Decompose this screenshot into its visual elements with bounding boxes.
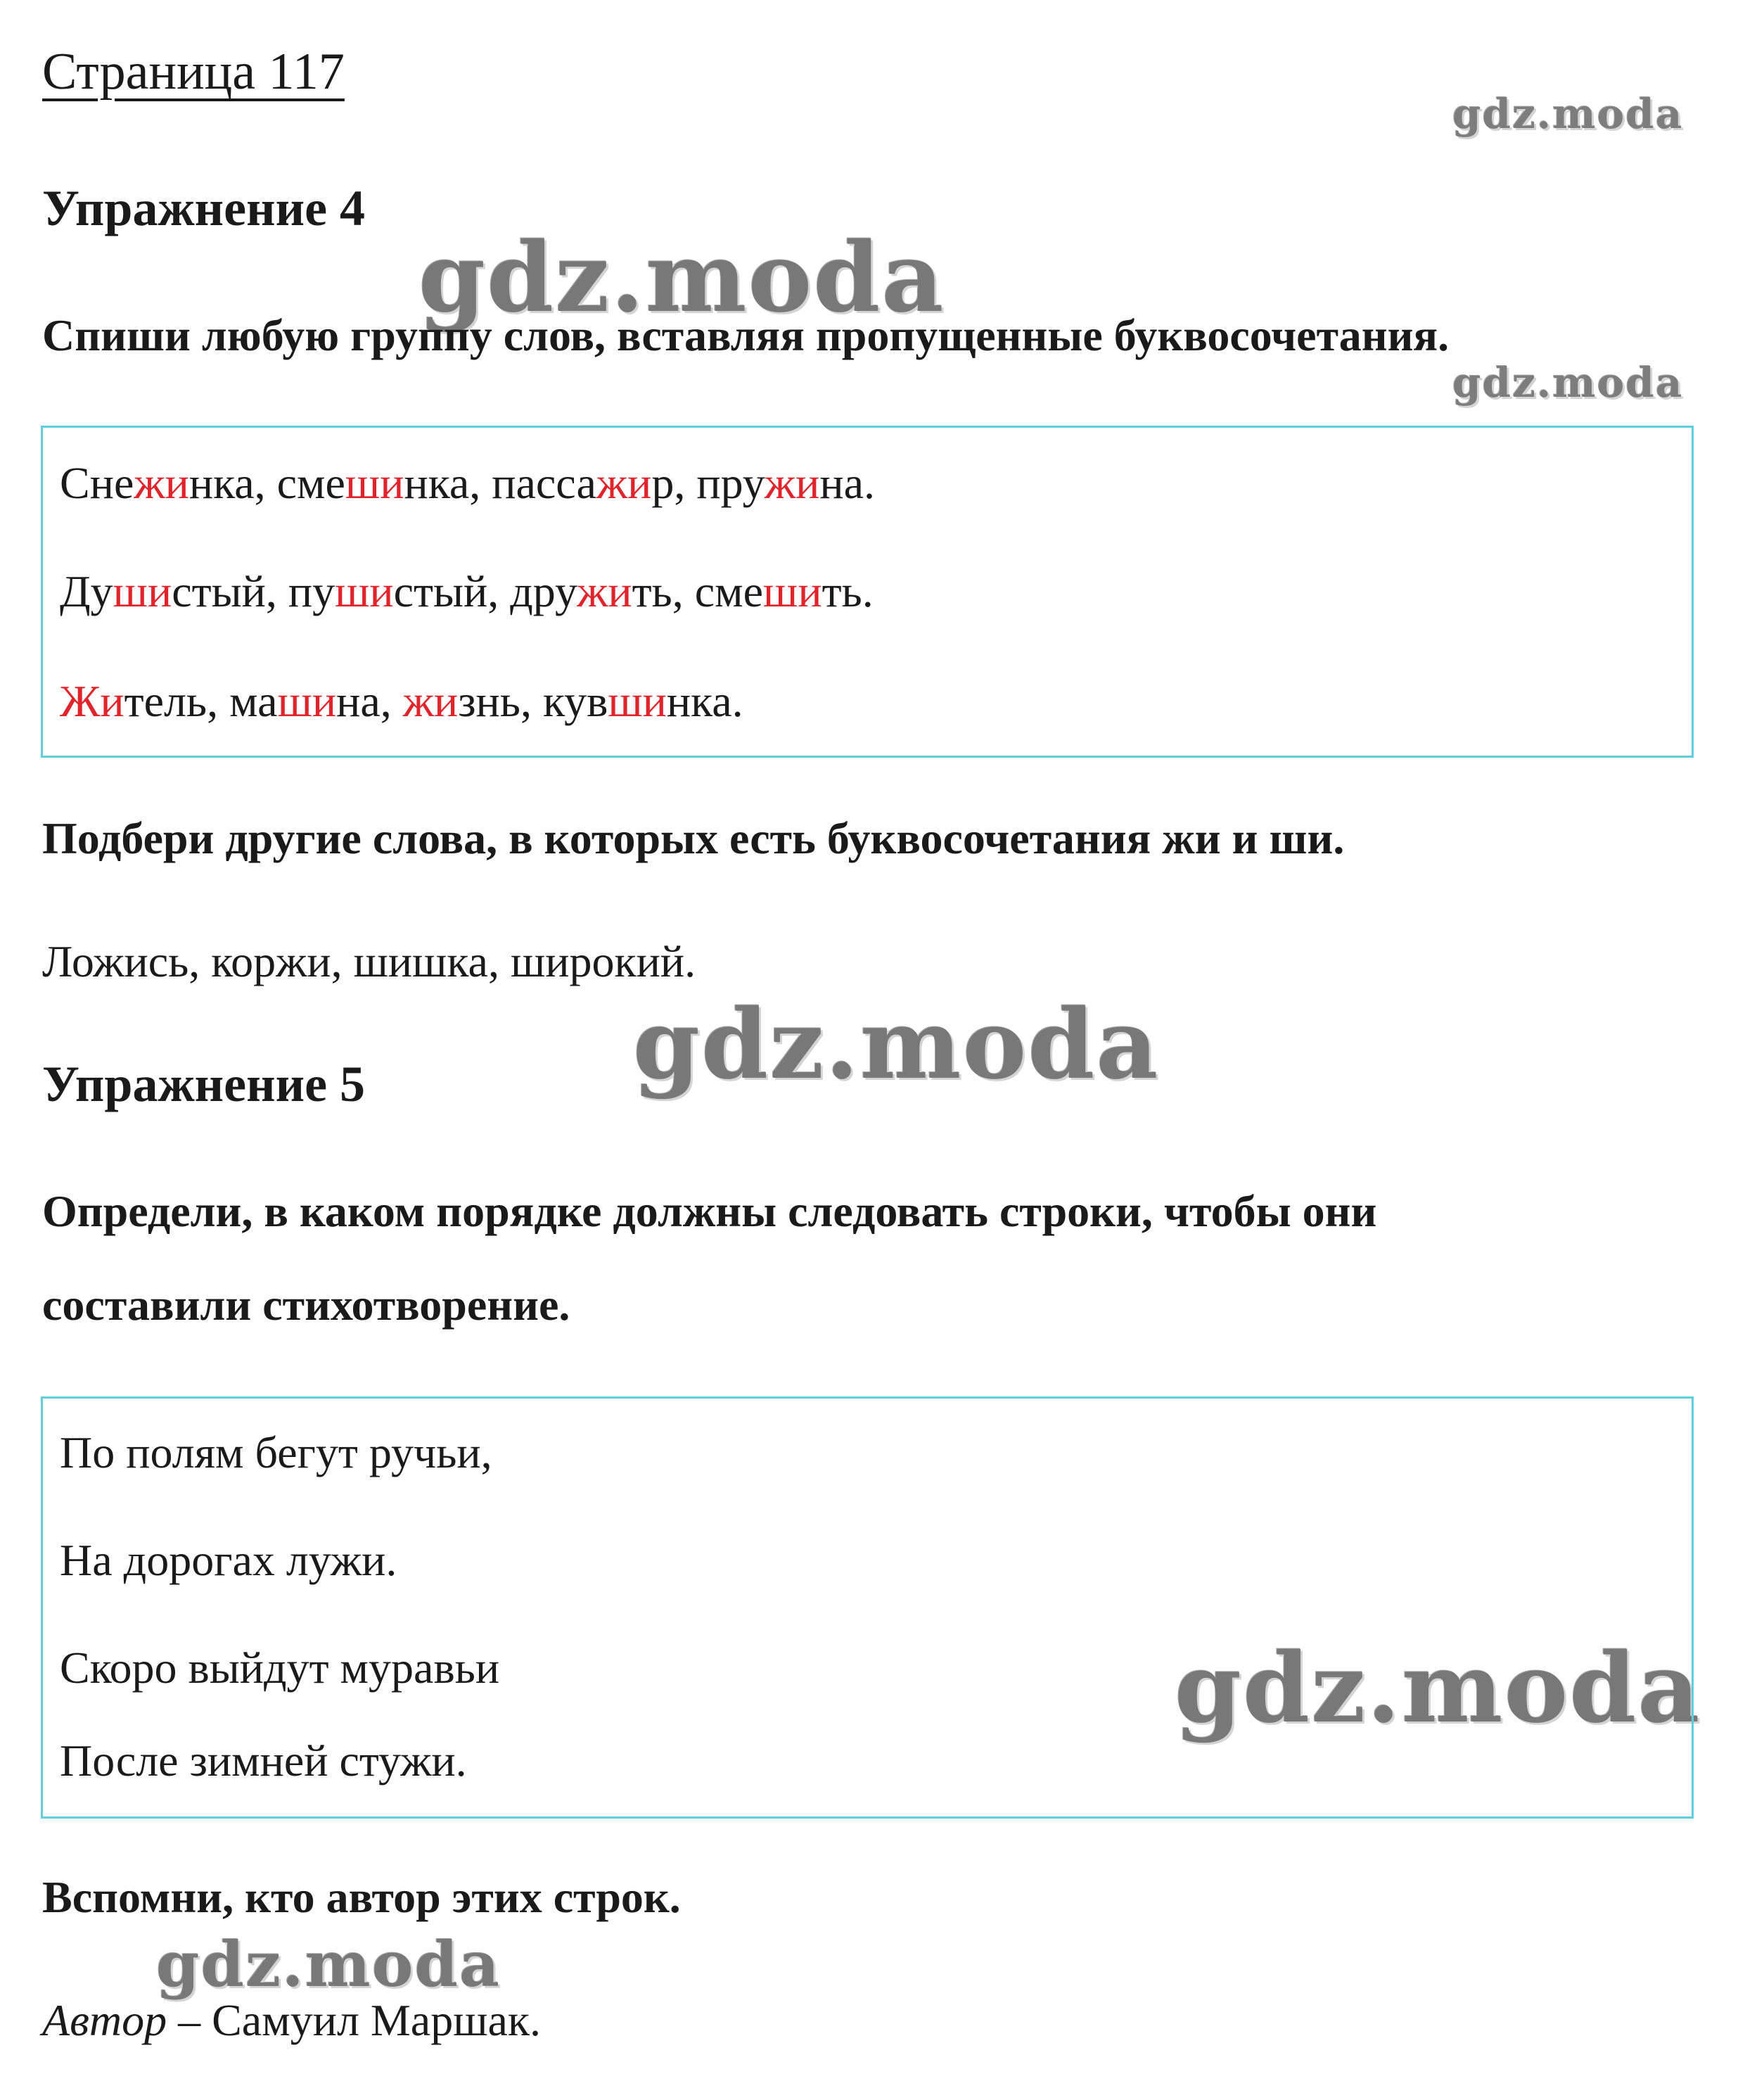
word-text: нка. [666, 676, 743, 726]
word-text: Ду [60, 566, 113, 616]
watermark: gdz.moda [633, 988, 1160, 1101]
exercise-4-answer-2: Ложись, коржи, шишка, широкий. [42, 936, 696, 986]
inserted-letters: жи [577, 566, 632, 616]
author-label: Автор [42, 1995, 167, 2045]
inserted-letters: жи [402, 676, 459, 726]
answer-box-2 [41, 1396, 1694, 1819]
watermark: gdz.moda [418, 222, 945, 334]
exercise-5-task-line-2: составили стихотворение. [42, 1280, 570, 1330]
poem-line: Скоро выйдут муравьи [60, 1643, 500, 1693]
word-text: знь, кув [458, 676, 608, 726]
inserted-letters: ши [113, 566, 172, 616]
word-text: Сне [60, 458, 134, 508]
page-title: Страница 117 [42, 43, 345, 101]
word-text: р, пру [651, 458, 765, 508]
watermark: gdz.moda [1452, 90, 1684, 138]
word-text: тель, ма [124, 676, 278, 726]
word-text: ть, сме [632, 566, 764, 616]
word-text: на, [336, 676, 403, 726]
exercise-5-task-line-1: Определи, в каком порядке должны следовать строки, чтобы они [42, 1186, 1377, 1236]
word-text: стый, пу [172, 566, 335, 616]
inserted-letters: ши [345, 458, 404, 508]
word-text: стый, дру [393, 566, 577, 616]
word-text: нка, пасса [404, 458, 596, 508]
inserted-letters: жи [596, 458, 652, 508]
exercise-4-task-2: Подбери другие слова, в которых есть буквосочетания жи и ши. [42, 813, 1345, 863]
inserted-letters: Жи [60, 676, 124, 726]
word-text: нка, сме [188, 458, 345, 508]
author-answer [42, 1994, 541, 2047]
inserted-letters: ши [608, 676, 667, 726]
exercise-5-task-2: Вспомни, кто автор этих строк. [42, 1872, 681, 1922]
exercise-5-heading: Упражнение 5 [42, 1056, 366, 1112]
exercise-4-task: Спиши любую группу слов, вставляя пропущенные буквосочетания. [42, 310, 1450, 360]
poem-line: По полям бегут ручьи, [60, 1427, 492, 1477]
answer-box-1 [41, 426, 1694, 758]
inserted-letters: жи [764, 458, 820, 508]
answer-line [60, 566, 874, 618]
watermark: gdz.moda [156, 1928, 501, 2001]
answer-line [60, 457, 875, 509]
inserted-letters: жи [134, 458, 189, 508]
inserted-letters: ши [763, 566, 822, 616]
watermark: gdz.moda [1452, 359, 1684, 407]
inserted-letters: ши [335, 566, 394, 616]
poem-line: После зимней стужи. [60, 1736, 467, 1786]
word-text: на. [819, 458, 876, 508]
inserted-letters: ши [277, 676, 337, 726]
watermark: gdz.moda [1175, 1632, 1701, 1745]
word-text: ть. [822, 566, 874, 616]
poem-line: На дорогах лужи. [60, 1535, 397, 1585]
author-name: – Самуил Маршак. [167, 1995, 541, 2045]
answer-line [60, 675, 743, 727]
exercise-4-heading: Упражнение 4 [42, 180, 366, 236]
